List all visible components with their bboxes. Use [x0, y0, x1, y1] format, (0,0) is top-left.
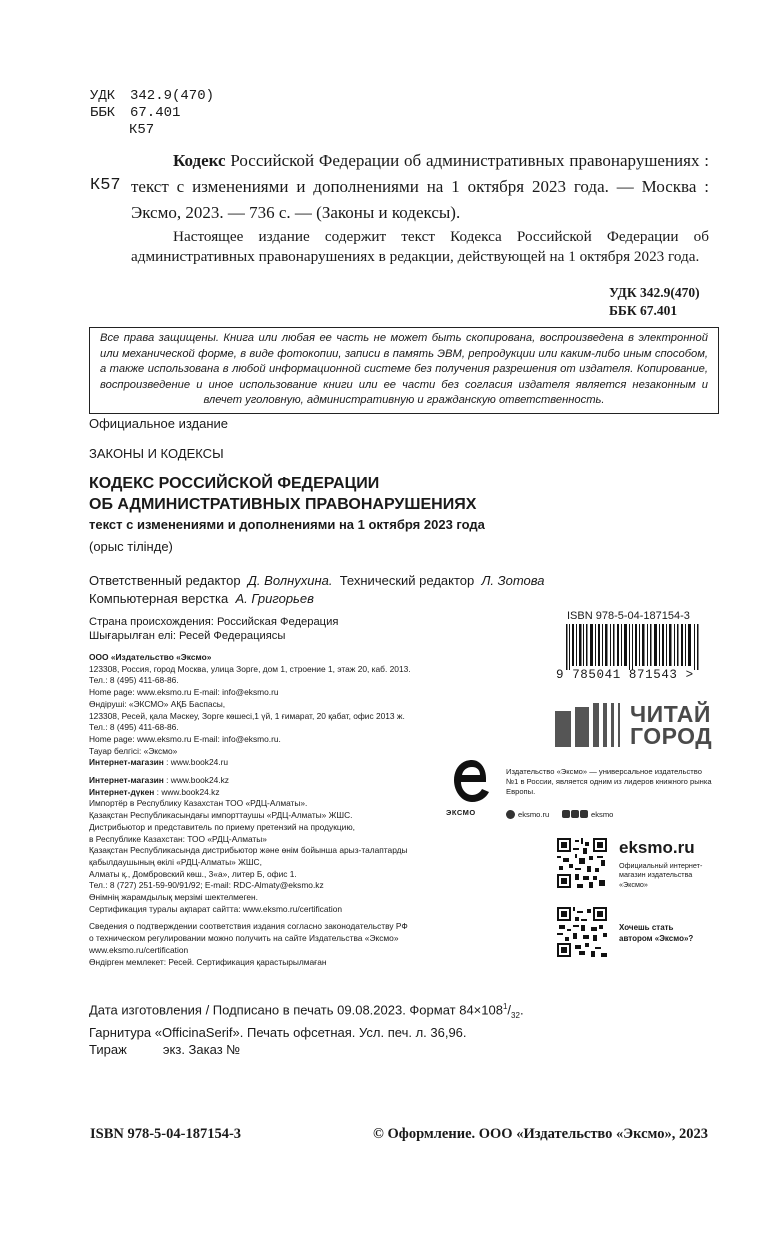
shelf-life: Өнімнің жарамдылық мерзімі шектелмеген. [89, 892, 258, 903]
ok-icon [571, 810, 579, 818]
resp-editor-name: Д. Волнухина. [247, 573, 333, 588]
shop2-value: : www.book24.kz [163, 775, 229, 786]
udk-value: 342.9(470) [130, 88, 215, 104]
distributor-kz: Қазақстан Республикасында дистрибьютор және өнім бойынша арыз-талаптарды [89, 845, 408, 856]
main-title [89, 473, 476, 515]
author-mark: К57 [90, 176, 121, 195]
almaty-address: Алматы қ., Домбровский көш., 3«а», литер Б, офис 1. [89, 868, 297, 879]
subtitle: текст с изменениями и дополнениями на 1 октября 2023 года [89, 517, 485, 532]
chitai-gorod-text [630, 703, 712, 747]
shop3-label: Интернет-дүкен [89, 786, 155, 797]
eksmo-logo-icon [452, 758, 492, 806]
shop2-label: Интернет-магазин [89, 775, 164, 786]
chitai-gorod-logo-icon [555, 703, 625, 747]
biblio-description: Российской Федерации об административных правонарушениях : текст с изменениями и дополнениями на 1 октября 2023 года. — Москва : Эксмо, 2023. — 736 с. — (Законы и кодексы). [131, 151, 709, 222]
barcode-isbn-label: ISBN 978-5-04-187154-3 [567, 610, 690, 622]
eksmo-shop-description: Официальный интернет-магазин издательства «Эксмо» [619, 861, 703, 889]
eksmo-site-big[interactable]: eksmo.ru [619, 838, 695, 857]
bbk-label: ББК [90, 105, 116, 121]
annotation [131, 227, 709, 267]
distributor: Дистрибьютор и представитель по приему претензий на продукцию, [89, 821, 355, 832]
eksmo-site-link[interactable]: eksmo.ru [518, 810, 550, 819]
eksmo-description: Издательство «Эксмо» — универсальное издательство №1 в России, является одним из лидеров книжного рынка Европы. [506, 767, 712, 796]
qr-code-author-icon[interactable] [557, 907, 607, 957]
chitai-line2: ГОРОД [630, 723, 713, 749]
publisher-home: Home page: www.eksmo.ru E-mail: info@eksmo.ru [89, 687, 279, 698]
globe-icon [506, 810, 515, 819]
bbk-right: ББК 67.401 [609, 303, 678, 318]
country-of-origin [89, 615, 338, 643]
copyright: © Оформление. ООО «Издательство «Эксмо», 2023 [373, 1126, 708, 1142]
chitai-line1: ЧИТАЙ [630, 701, 711, 727]
layout-label: Компьютерная верстка [89, 591, 229, 606]
almaty-tel: Тел.: 8 (727) 251-59-90/91/92; E-mail: RDC-Almaty@eksmo.kz [89, 880, 324, 891]
main-title-line1: КОДЕКС РОССИЙСКОЙ ФЕДЕРАЦИИ [89, 475, 380, 492]
publisher-tel: Тел.: 8 (495) 411-68-86. [89, 675, 179, 686]
udk-label: УДК [90, 88, 116, 104]
eksmo-links [506, 810, 613, 819]
shop-value: : www.book24.ru [163, 757, 229, 768]
layout-name: А. Григорьев [235, 591, 314, 606]
eksmo-logo-label: ЭКСМО [446, 808, 476, 817]
official-edition: Официальное издание [89, 416, 229, 431]
format-denominator: 32 [511, 1010, 520, 1020]
cert-url: www.eksmo.ru/certification [89, 944, 189, 955]
telegram-icon [580, 810, 588, 818]
cert-country: Өндірген мемлекет: Ресей. Сертификация қарастырылмаған [89, 956, 327, 967]
resp-editor-label: Ответственный редактор [89, 573, 241, 588]
tech-editor-name: Л. Зотова [481, 573, 545, 588]
udk-bbk-right [609, 284, 709, 320]
address-kz: 123308, Ресей, қала Мәскеу, Зорге көшесі,1 үй, 1 ғимарат, 20 қабат, офис 2013 ж. [89, 710, 405, 721]
brand-kz: Тауар белгісі: «Эксмо» [89, 745, 178, 756]
tech-editor-label: Технический редактор [339, 573, 475, 588]
rights-notice: Все права защищены. Книга или любая ее часть не может быть скопирована, воспроизведена в электронной или механической форме, в виде фотокопии, записи в память ЭВМ, репродукции или каким-либо иным способом, а также использована в любой информационной системе без получения разрешения от издателя. Копирование, воспроизведение и иное использование книги или ее части без согласия издателя является незаконным и влечет уголовную, административную и гражданскую ответственность. [89, 327, 719, 414]
barcode-icon [564, 624, 704, 670]
print-line3: Тираж экз. Заказ № [89, 1041, 241, 1057]
publisher-name: ООО «Издательство «Эксмо» [89, 652, 212, 662]
home-kz: Home page: www.eksmo.ru E-mail: info@eksmo.ru. [89, 733, 281, 744]
main-title-line2: ОБ АДМИНИСТРАТИВНЫХ ПРАВОНАРУШЕНИЯХ [89, 496, 477, 513]
udk-right: УДК 342.9(470) [609, 285, 700, 300]
biblio-title: Кодекс [173, 151, 226, 170]
print-line1-end: . [519, 1002, 524, 1018]
vk-icon [562, 810, 570, 818]
country-ru: Страна происхождения: Российская Федерация [89, 616, 339, 628]
cert-info: Сведения о подтверждении соответствия издания согласно законодательству РФ [89, 921, 408, 932]
want-line2: автором «Эксмо»? [619, 934, 694, 943]
print-line1: Дата изготовления / Подписано в печать 09.08.2023. Формат 84×108 [89, 1002, 503, 1018]
barcode-number: 9 785041 871543 > [556, 668, 694, 682]
print-info: Дата изготовления / Подписано в печать 09.08.2023. Формат $84\times 108^1/_{32}$. Гарнитура «OfficinaSerif». Печать офсетная. Усл. печ. л. 36,96. Тираж экз. Заказ № [89, 1002, 524, 1057]
format-numerator: 1 [502, 1002, 508, 1011]
print-line2: Гарнитура «OfficinaSerif». Печать офсетная. Усл. печ. л. 36,96. [89, 1024, 467, 1040]
tel-kz: Тел.: 8 (495) 411-68-86. [89, 722, 179, 733]
publisher-address: 123308, Россия, город Москва, улица Зорге, дом 1, строение 1, этаж 20, каб. 2013. [89, 663, 411, 674]
udk-bbk-block [90, 88, 214, 122]
cert-kz: Сертификация туралы ақпарат сайтта: www.eksmo.ru/certification [89, 903, 343, 914]
series-name: ЗАКОНЫ И КОДЕКСЫ [89, 446, 224, 461]
language-note: (орыс тілінде) [89, 539, 173, 554]
manufacturer-kz: Өндіруші: «ЭКСМО» АҚБ Баспасы, [89, 698, 226, 709]
country-kz: Шығарылған елі: Ресей Федерациясы [89, 630, 286, 642]
author-mark-small: К57 [129, 122, 155, 138]
importer-kz: Қазақстан Республикасындағы импорттаушы «РДЦ-Алматы» ЖШС. [89, 810, 353, 821]
shop-label: Интернет-магазин [89, 757, 164, 768]
distributor2: в Республике Казахстан: ТОО «РДЦ-Алматы» [89, 833, 267, 844]
bbk-value: 67.401 [130, 105, 181, 121]
importer: Импортёр в Республику Казахстан ТОО «РДЦ-Алматы». [89, 798, 308, 809]
isbn-footer: ISBN 978-5-04-187154-3 [90, 1126, 242, 1142]
editors [89, 572, 544, 608]
bibliographic-record [131, 148, 709, 226]
eksmo-social-link[interactable]: eksmo [591, 810, 614, 819]
cert-info2: о техническом регулировании можно получить на сайте Издательства «Эксмо» [89, 933, 399, 944]
distributor-kz2: қабылдаушының өкілі «РДЦ-Алматы» ЖШС, [89, 856, 262, 867]
annotation-text: Настоящее издание содержит текст Кодекса Российской Федерации об административных правонарушениях в редакции, действующей на 1 октября 2023 года. [131, 228, 709, 265]
want-line1: Хочешь стать [619, 923, 674, 932]
become-author[interactable] [619, 922, 693, 944]
qr-code-shop-icon[interactable] [557, 838, 607, 888]
shop3-value: : www.book24.kz [154, 786, 220, 797]
